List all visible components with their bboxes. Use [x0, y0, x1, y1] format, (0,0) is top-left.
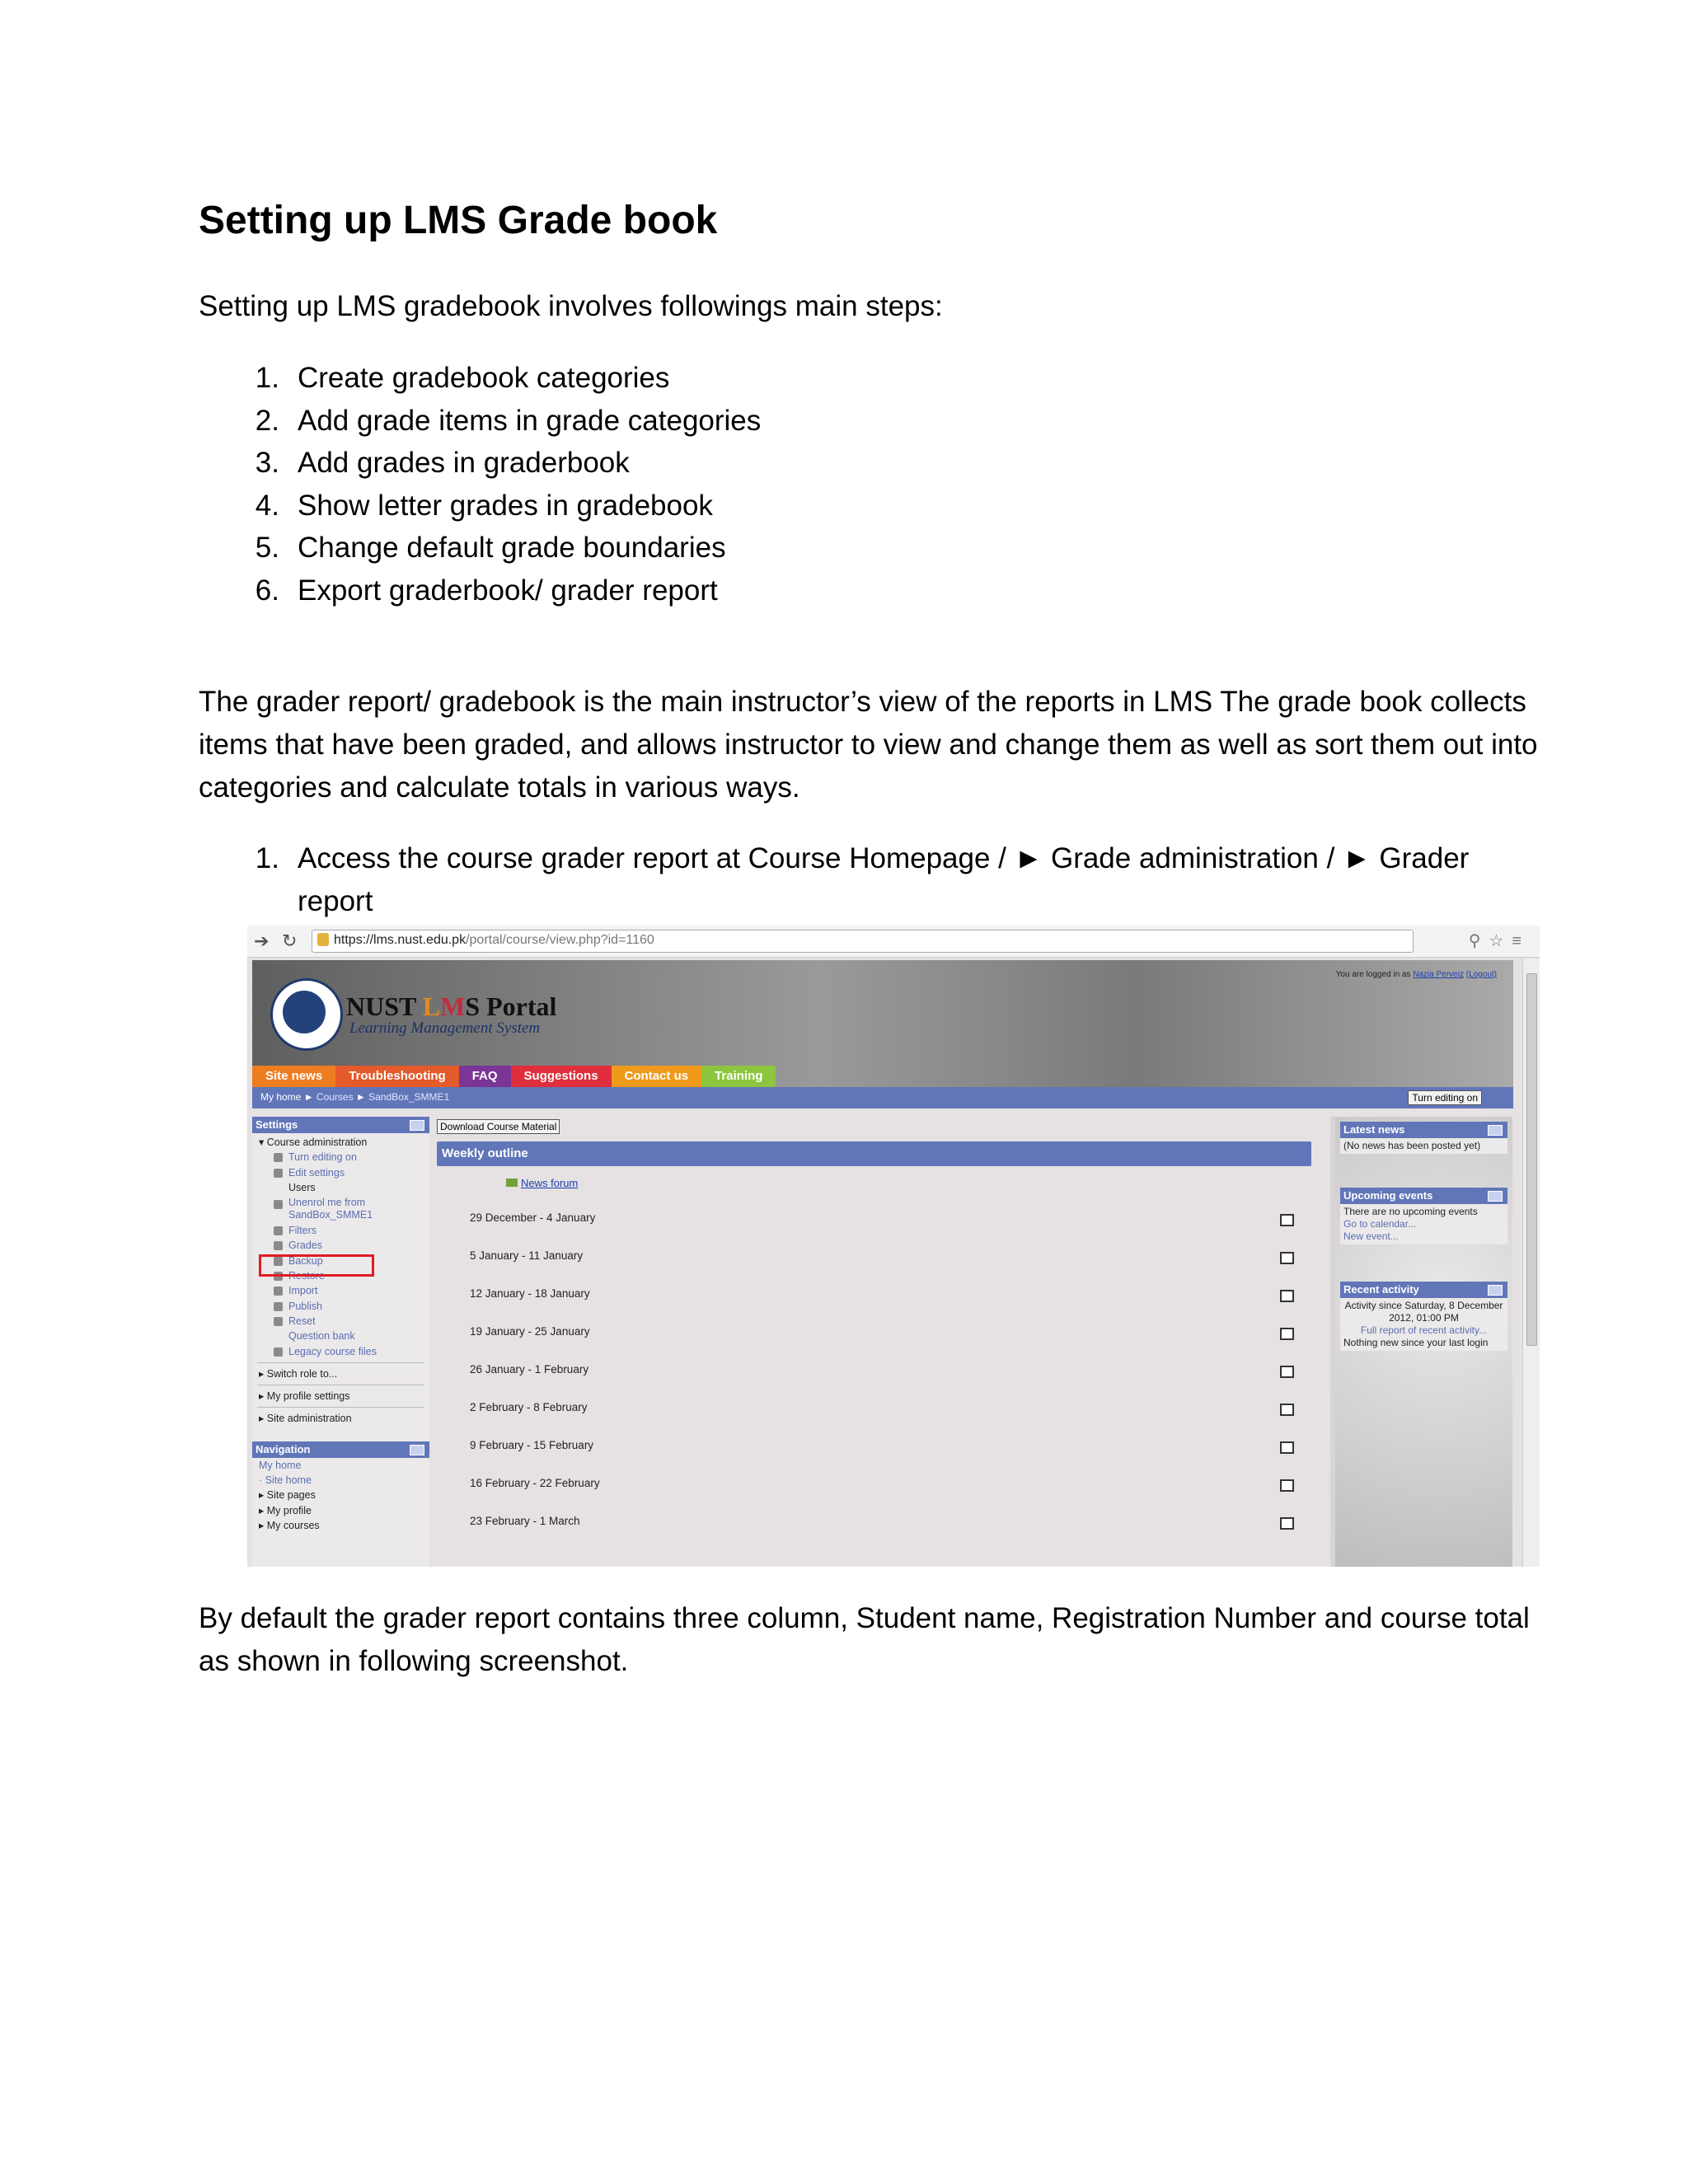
latest-news-body: (No news has been posted yet) [1343, 1140, 1481, 1151]
list-number: 3. [255, 447, 279, 479]
top-menu [252, 1066, 776, 1087]
week-row[interactable]: 5 January - 11 January [470, 1249, 1294, 1262]
recent-activity-header: Recent activity [1340, 1282, 1507, 1298]
weekly-outline-header: Weekly outline [437, 1141, 1311, 1166]
star-icon[interactable]: ☆ [1489, 932, 1512, 950]
settings-item-grades[interactable]: Grades [252, 1238, 429, 1253]
user-link[interactable]: Nazia Perveiz [1413, 970, 1464, 979]
block-control-icon[interactable] [1488, 1285, 1503, 1296]
week-row[interactable]: 2 February - 8 February [470, 1401, 1294, 1413]
breadcrumb: My home ► Courses ► SandBox_SMME1 [260, 1091, 450, 1103]
week-row[interactable]: 26 January - 1 February [470, 1363, 1294, 1376]
settings-item[interactable]: Unenrol me from SandBox_SMME1 [252, 1197, 429, 1221]
settings-block-header: Settings [252, 1117, 429, 1133]
browser-scrollbar[interactable] [1522, 958, 1540, 1567]
reload-icon[interactable]: ↻ [282, 930, 298, 951]
settings-item[interactable]: Filters [252, 1223, 429, 1238]
settings-item[interactable]: Reset [252, 1314, 429, 1329]
brand-title: NUST LMS Portal [346, 991, 557, 1021]
list-number: 5. [255, 532, 279, 564]
block-control-icon[interactable] [410, 1445, 424, 1455]
settings-item[interactable]: Users [288, 1181, 316, 1193]
checkbox-icon[interactable] [1280, 1404, 1294, 1416]
week-row[interactable]: 12 January - 18 January [470, 1287, 1294, 1300]
unenrol-icon [274, 1200, 283, 1209]
checkbox-icon[interactable] [1280, 1328, 1294, 1340]
list-text: Show letter grades in gradebook [298, 489, 713, 522]
folder-icon [274, 1347, 283, 1357]
breadcrumb-course[interactable]: SandBox_SMME1 [368, 1091, 450, 1103]
checkbox-icon[interactable] [1280, 1479, 1294, 1492]
list-number: 1. [255, 362, 279, 394]
menu-faq[interactable]: FAQ [459, 1066, 511, 1087]
turn-editing-on-button[interactable]: Turn editing on [1408, 1090, 1482, 1105]
course-administration[interactable]: ▾ Course administration [259, 1137, 368, 1148]
list-item [199, 400, 761, 443]
breadcrumb-bar [252, 1087, 1513, 1108]
list-text: Add grade items in grade categories [298, 404, 762, 437]
checkbox-icon[interactable] [1280, 1517, 1294, 1530]
checkbox-icon[interactable] [1280, 1441, 1294, 1454]
upcoming-events-block [1340, 1188, 1507, 1244]
nav-item[interactable]: · Site home [259, 1474, 312, 1487]
scrollbar-thumb[interactable] [1526, 973, 1537, 1346]
list-number: 1. [255, 842, 279, 874]
breadcrumb-home[interactable]: My home [260, 1091, 302, 1103]
nav-item[interactable]: ▸ Site pages [259, 1489, 316, 1502]
nav-item[interactable]: My home [259, 1459, 302, 1471]
body-paragraph: The grader report/ gradebook is the main instructor’s view of the reports in LMS The grade book collects items that have been graded, and allows instructor to view and change them as well as sort them out into categories and calculate totals in various ways. [199, 686, 1538, 804]
lms-screenshot [247, 926, 1540, 1567]
import-icon [274, 1286, 283, 1296]
left-sidebar [252, 1117, 429, 1567]
checkbox-icon[interactable] [1280, 1214, 1294, 1226]
access-step-text: Access the course grader report at Course Homepage / ► Grade administration / ► Grader report [298, 842, 1470, 917]
activity-since: Activity since Saturday, 8 December 2012, 01:00 PM [1344, 1300, 1503, 1324]
browser-icons [1469, 930, 1530, 951]
settings-item[interactable]: Import [252, 1283, 429, 1298]
settings-item[interactable]: Publish [252, 1299, 429, 1314]
profile-settings[interactable]: ▸ My profile settings [259, 1390, 350, 1403]
upcoming-events-body: There are no upcoming events [1343, 1206, 1478, 1217]
navigation-tree [252, 1458, 429, 1533]
list-item [199, 485, 761, 527]
list-item [199, 357, 761, 400]
login-info: You are logged in as Nazia Perveiz (Logout) [1335, 970, 1497, 979]
address-bar[interactable] [312, 930, 1414, 953]
closing-paragraph: By default the grader report contains three column, Student name, Registration Number and course total as shown in following screenshot. [199, 1602, 1530, 1677]
browser-toolbar [247, 926, 1540, 958]
settings-item[interactable]: Edit settings [252, 1165, 429, 1180]
menu-contact-us[interactable]: Contact us [612, 1066, 702, 1087]
block-control-icon[interactable] [1488, 1191, 1503, 1202]
settings-icon [274, 1169, 283, 1178]
week-row[interactable]: 19 January - 25 January [470, 1325, 1294, 1338]
latest-news-header: Latest news [1340, 1122, 1507, 1138]
zoom-icon[interactable]: ⚲ [1468, 932, 1489, 950]
new-event-link[interactable]: New event... [1343, 1230, 1399, 1242]
nothing-new-text: Nothing new since your last login [1343, 1337, 1489, 1348]
settings-item[interactable]: Question bank [288, 1330, 355, 1343]
menu-training[interactable]: Training [701, 1066, 776, 1087]
list-number: 4. [255, 489, 279, 522]
switch-role[interactable]: ▸ Switch role to... [259, 1367, 338, 1380]
list-text: Create gradebook categories [298, 362, 670, 394]
grades-icon [274, 1241, 283, 1250]
url-text: https://lms.nust.edu.pk/portal/course/view.php?id=1160 [334, 933, 654, 947]
block-control-icon[interactable] [410, 1120, 424, 1131]
list-text: Export graderbook/ grader report [298, 574, 718, 607]
reset-icon [274, 1317, 283, 1326]
grades-highlight-box [259, 1254, 374, 1277]
lock-icon [317, 933, 329, 946]
right-sidebar [1335, 1117, 1512, 1567]
news-forum-link[interactable]: News forum [506, 1177, 578, 1189]
menu-troubleshooting[interactable]: Troubleshooting [335, 1066, 459, 1087]
week-row[interactable]: 29 December - 4 January [470, 1212, 1294, 1224]
publish-icon [274, 1302, 283, 1311]
page-title: Setting up LMS Grade book [199, 199, 718, 242]
checkbox-icon[interactable] [1280, 1290, 1294, 1302]
menu-suggestions[interactable]: Suggestions [511, 1066, 612, 1087]
list-item [199, 442, 761, 485]
steps-list [199, 357, 761, 612]
list-item [199, 527, 761, 569]
site-header [252, 960, 1513, 1108]
week-row[interactable]: 23 February - 1 March [470, 1515, 1294, 1527]
checkbox-icon[interactable] [1280, 1252, 1294, 1264]
list-item [199, 569, 761, 612]
forward-icon[interactable]: ➔ [254, 930, 270, 951]
week-row[interactable]: 9 February - 15 February [470, 1439, 1294, 1451]
nav-item[interactable]: ▸ My profile [259, 1504, 312, 1516]
filter-icon [274, 1226, 283, 1235]
checkbox-icon[interactable] [1280, 1366, 1294, 1378]
intro-text: Setting up LMS gradebook involves followings main steps: [199, 290, 943, 322]
nav-item[interactable]: ▸ My courses [259, 1519, 320, 1531]
list-number: 6. [255, 574, 279, 607]
list-text: Add grades in graderbook [298, 447, 630, 479]
menu-icon[interactable]: ≡ [1512, 932, 1530, 950]
recent-activity-block [1340, 1282, 1507, 1351]
settings-item[interactable]: Legacy course files [252, 1344, 429, 1359]
go-to-calendar-link[interactable]: Go to calendar... [1343, 1218, 1417, 1230]
list-text: Change default grade boundaries [298, 532, 726, 564]
edit-icon [274, 1153, 283, 1162]
menu-site-news[interactable]: Site news [252, 1066, 335, 1087]
nust-logo [270, 978, 343, 1051]
week-row[interactable]: 16 February - 22 February [470, 1477, 1294, 1489]
list-number: 2. [255, 404, 279, 437]
brand-subtitle: Learning Management System [349, 1019, 541, 1037]
settings-item[interactable]: Restore [252, 1268, 429, 1283]
block-control-icon[interactable] [1488, 1125, 1503, 1136]
access-step [199, 837, 1484, 923]
navigation-block-header: Navigation [252, 1441, 429, 1458]
breadcrumb-courses[interactable]: Courses [316, 1091, 354, 1103]
settings-item[interactable]: Turn editing on [252, 1150, 429, 1165]
settings-item[interactable]: Backup [252, 1254, 429, 1268]
site-administration[interactable]: ▸ Site administration [259, 1413, 352, 1425]
upcoming-events-header: Upcoming events [1340, 1188, 1507, 1204]
course-main [435, 1117, 1342, 1567]
logout-link[interactable]: (Logout) [1465, 970, 1497, 979]
download-course-material-button[interactable]: Download Course Material [437, 1119, 560, 1134]
settings-tree [252, 1135, 429, 1427]
latest-news-block [1340, 1122, 1507, 1154]
full-report-link[interactable]: Full report of recent activity... [1360, 1324, 1488, 1336]
